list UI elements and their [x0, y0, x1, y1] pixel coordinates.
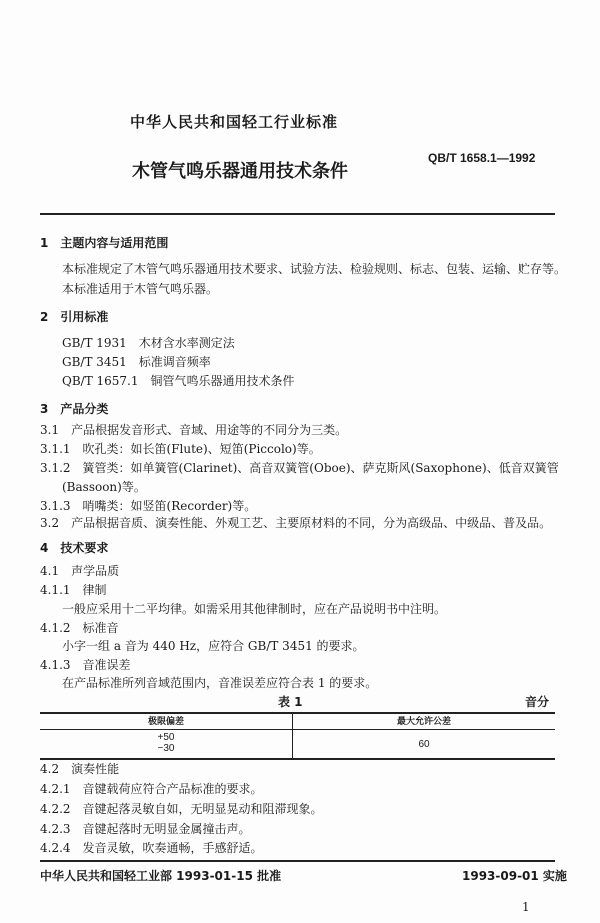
text-line: 3.2 产品根据音质、演奏性能、外观工艺、主要原材料的不同，分为高级品、中级品、普及品。 — [40, 516, 552, 530]
section-heading: 1 主题内容与适用范围 — [40, 236, 169, 250]
header-max-tolerance: 最大允许公差 — [396, 717, 451, 727]
text-line: 本标准适用于木管气鸣乐器。 — [62, 282, 219, 296]
text-line: 3.1.2 簧管类：如单簧管(Clarinet)、高音双簧管(Oboe)、萨克斯风(Saxophone)、低音双簧管 — [40, 461, 559, 475]
text-line: 4.1.3 音准误差 — [40, 658, 131, 672]
text-line: 一般应采用十二平均律。如需采用其他律制时，应在产品说明书中注明。 — [62, 602, 447, 616]
text-line: 4.2.3 音键起落时无明显金属撞击声。 — [40, 822, 251, 836]
text-line: 在产品标准所列音域范围内，音准误差应符合表 1 的要求。 — [62, 676, 378, 690]
text-line: 本标准规定了木管气鸣乐器通用技术要求、试验方法、检验规则、标志、包装、运输、贮存等。 — [62, 262, 567, 276]
text-line: QB/T 1657.1 铜管气鸣乐器通用技术条件 — [62, 374, 295, 388]
table-caption: 表 1 — [278, 695, 303, 709]
header-limit-deviation: 极限偏差 — [147, 717, 184, 727]
deviation-plus: +50 — [157, 732, 175, 743]
table-unit: 音分 — [525, 695, 550, 709]
text-line: 4.2.1 音键载荷应符合产品标准的要求。 — [40, 782, 263, 796]
header-rule — [40, 213, 555, 215]
text-line: 4.2.2 音键起落灵敏自如，无明显晃动和阻滞现象。 — [40, 802, 323, 816]
document-title: 木管气鸣乐器通用技术条件 — [132, 161, 348, 182]
page-number: 1 — [522, 900, 530, 914]
text-line: 4.1.1 律制 — [40, 583, 107, 597]
deviation-minus: −30 — [157, 743, 175, 754]
text-line: 小字一组 a 音为 440 Hz，应符合 GB/T 3451 的要求。 — [62, 639, 365, 653]
text-line: 3.1.3 哨嘴类：如竖笛(Recorder)等。 — [40, 499, 257, 513]
text-line: (Bassoon)等。 — [62, 480, 146, 494]
text-line: 4.2 演奏性能 — [40, 762, 120, 776]
org-standard-heading: 中华人民共和国轻工行业标准 — [130, 113, 339, 131]
text-line: 3.1.1 吹孔类：如长笛(Flute)、短笛(Piccolo)等。 — [40, 442, 321, 456]
section-heading: 4 技术要求 — [40, 541, 109, 555]
section-heading: 3 产品分类 — [40, 402, 109, 416]
section-heading: 2 引用标准 — [40, 310, 109, 324]
text-line: GB/T 3451 标准调音频率 — [62, 355, 211, 369]
standard-code: QB/T 1658.1—1992 — [428, 151, 536, 165]
text-line: 4.1.2 标准音 — [40, 621, 119, 635]
text-line: GB/T 1931 木材含水率测定法 — [62, 336, 235, 350]
max-tolerance-value: 60 — [418, 739, 430, 750]
text-line: 3.1 产品根据发音形式、音域、用途等的不同分为三类。 — [40, 423, 348, 437]
effective-date: 1993-09-01 实施 — [462, 869, 567, 883]
approval-text: 中华人民共和国轻工业部 1993-01-15 批准 — [40, 869, 282, 883]
text-line: 4.2.4 发音灵敏，吹奏通畅，手感舒适。 — [40, 841, 263, 855]
text-line: 4.1 声学品质 — [40, 564, 120, 578]
footer-rule — [40, 860, 555, 862]
